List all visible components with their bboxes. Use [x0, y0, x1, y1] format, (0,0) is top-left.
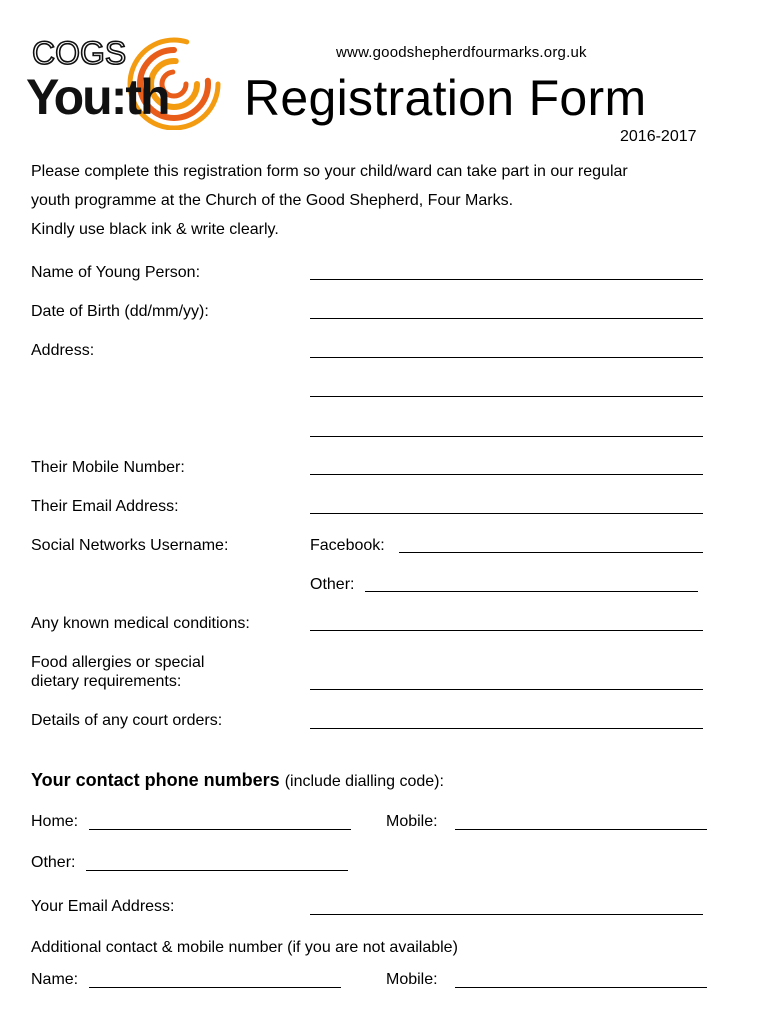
additional-name-field[interactable]: [89, 987, 341, 988]
page-title: Registration Form: [244, 70, 647, 126]
logo-youth-text: You:th: [26, 69, 169, 125]
medical-field[interactable]: [310, 630, 703, 631]
address-field-line-3[interactable]: [310, 436, 703, 437]
address-label: Address:: [31, 342, 95, 359]
email-label: Their Email Address:: [31, 498, 179, 515]
your-email-field[interactable]: [310, 914, 703, 915]
additional-mobile-label: Mobile:: [386, 971, 438, 988]
facebook-label: Facebook:: [310, 537, 385, 554]
mobile-field[interactable]: [310, 474, 703, 475]
dob-field[interactable]: [310, 318, 703, 319]
food-field[interactable]: [310, 689, 703, 690]
additional-contact-label: Additional contact & mobile number (if you are not available): [31, 939, 458, 956]
dob-label: Date of Birth (dd/mm/yy):: [31, 303, 209, 320]
food-label-line-1: Food allergies or special: [31, 654, 205, 671]
other-social-field[interactable]: [365, 591, 698, 592]
name-label: Name of Young Person:: [31, 264, 201, 281]
contact-mobile-field[interactable]: [455, 829, 707, 830]
home-field[interactable]: [89, 829, 351, 830]
home-label: Home:: [31, 813, 79, 830]
intro-line-2: youth programme at the Church of the Good Shepherd, Four Marks.: [31, 192, 514, 209]
medical-label: Any known medical conditions:: [31, 615, 250, 632]
contact-heading: [31, 770, 444, 791]
mobile-label: Their Mobile Number:: [31, 459, 185, 476]
name-field[interactable]: [310, 279, 703, 280]
other-social-label: Other:: [310, 576, 355, 593]
contact-heading-sub: (include dialling code):: [284, 773, 444, 790]
email-field[interactable]: [310, 513, 703, 514]
logo-cogs-text: COGS: [32, 35, 127, 71]
cogs-youth-logo: [26, 30, 236, 130]
website-url: www.goodshepherdfourmarks.org.uk: [336, 44, 587, 61]
address-field-line-2[interactable]: [310, 396, 703, 397]
social-label: Social Networks Username:: [31, 537, 229, 554]
year-label: 2016-2017: [620, 128, 697, 145]
court-label: Details of any court orders:: [31, 712, 223, 729]
intro-line-1: Please complete this registration form so your child/ward can take part in our regular: [31, 163, 628, 180]
contact-heading-title: Your contact phone numbers: [31, 770, 280, 790]
contact-other-field[interactable]: [86, 870, 348, 871]
contact-other-label: Other:: [31, 854, 76, 871]
additional-mobile-field[interactable]: [455, 987, 707, 988]
court-field[interactable]: [310, 728, 703, 729]
your-email-label: Your Email Address:: [31, 898, 175, 915]
additional-name-label: Name:: [31, 971, 79, 988]
intro-line-3: Kindly use black ink & write clearly.: [31, 221, 279, 238]
facebook-field[interactable]: [399, 552, 703, 553]
address-field-line-1[interactable]: [310, 357, 703, 358]
food-label-line-2: dietary requirements:: [31, 673, 182, 690]
contact-mobile-label: Mobile:: [386, 813, 438, 830]
